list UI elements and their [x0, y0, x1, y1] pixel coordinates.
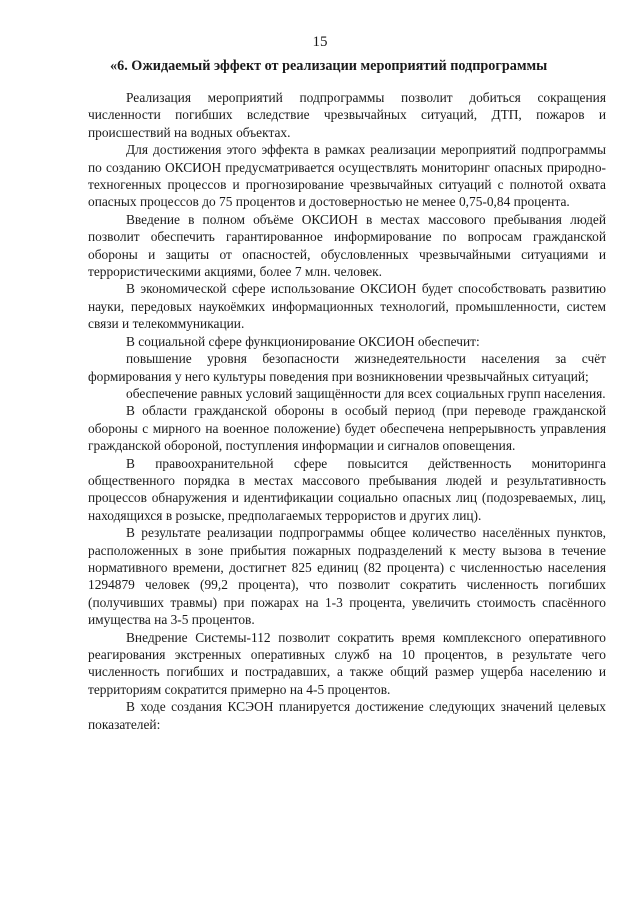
body-text	[88, 89, 606, 733]
page-number: 15	[312, 34, 328, 50]
paragraph: Введение в полном объёме ОКСИОН в местах массового пребывания людей позволит обеспечить гарантированное информирование по вопросам гражданской обороны и защиты от опасностей, обусловленных чрезвычайными ситуациями и террористическими акциями, более 7 млн. человек.	[88, 211, 606, 280]
paragraph: обеспечение равных условий защищённости для всех социальных групп населения.	[126, 385, 606, 401]
paragraph: В области гражданской обороны в особый период (при переводе гражданской обороны с мирного на военное положение) будет обеспечена непрерывность управления гражданской обороной, поступления информации и сигналов оповещения.	[88, 403, 606, 454]
paragraph: В результате реализации подпрограммы общее количество населённых пунктов, расположенных в зоне прибытия пожарных подразделений к месту вызова в течение нормативного времени, достигнет 825 единиц (82 процента) с численностью населения 1294879 человек (99,2 процента), что позволит сократить численность погибших (получивших травмы) при пожарах на 1-3 процента, увеличить стоимость спасённого имущества на 3-5 процентов.	[88, 525, 606, 628]
paragraph: Реализация мероприятий подпрограммы позволит добиться сокращения численности погибших вследствие чрезвычайных ситуаций, ДТП, пожаров и происшествий на водных объектах.	[88, 90, 606, 140]
paragraph: Для достижения этого эффекта в рамках реализации мероприятий подпрограммы по созданию ОКСИОН предусматривается осуществлять мониторинг опасных природно-техногенных процессов и прогнозирование чрезвычайных ситуаций с полнотой охвата опасных процессов до 75 процентов и достоверностью не менее 0,75-0,84 процента.	[88, 142, 606, 210]
paragraph: В ходе создания КСЭОН планируется достижение следующих значений целевых показателей:	[88, 699, 606, 732]
paragraph: Внедрение Системы-112 позволит сократить время комплексного оперативного реагирования экстренных оперативных служб на 10 процентов, в результате чего численность погибших и пострадавших, а также общий размер ущерба населению и территориям сократится примерно на 4-5 процентов.	[88, 629, 606, 697]
paragraph: повышение уровня безопасности жизнедеятельности населения за счёт формирования у него культуры поведения при возникновении чрезвычайных ситуаций;	[88, 351, 606, 384]
paragraph: В правоохранительной сфере повысится действенность мониторинга общественного порядка в местах массового пребывания людей и результативность процессов обнаружения и идентификации социально опасных лиц (подозреваемых, лиц, находящихся в розыске, предполагаемых террористов и других лиц).	[88, 455, 606, 523]
paragraph: В социальной сфере функционирование ОКСИОН обеспечит:	[126, 333, 480, 349]
section-heading: «6. Ожидаемый эффект от реализации мероприятий подпрограммы	[110, 58, 548, 74]
paragraph: В экономической сфере использование ОКСИОН будет способствовать развитию науки, передовых наукоёмких информационных технологий, промышленности, систем связи и телекоммуникации.	[88, 281, 606, 332]
